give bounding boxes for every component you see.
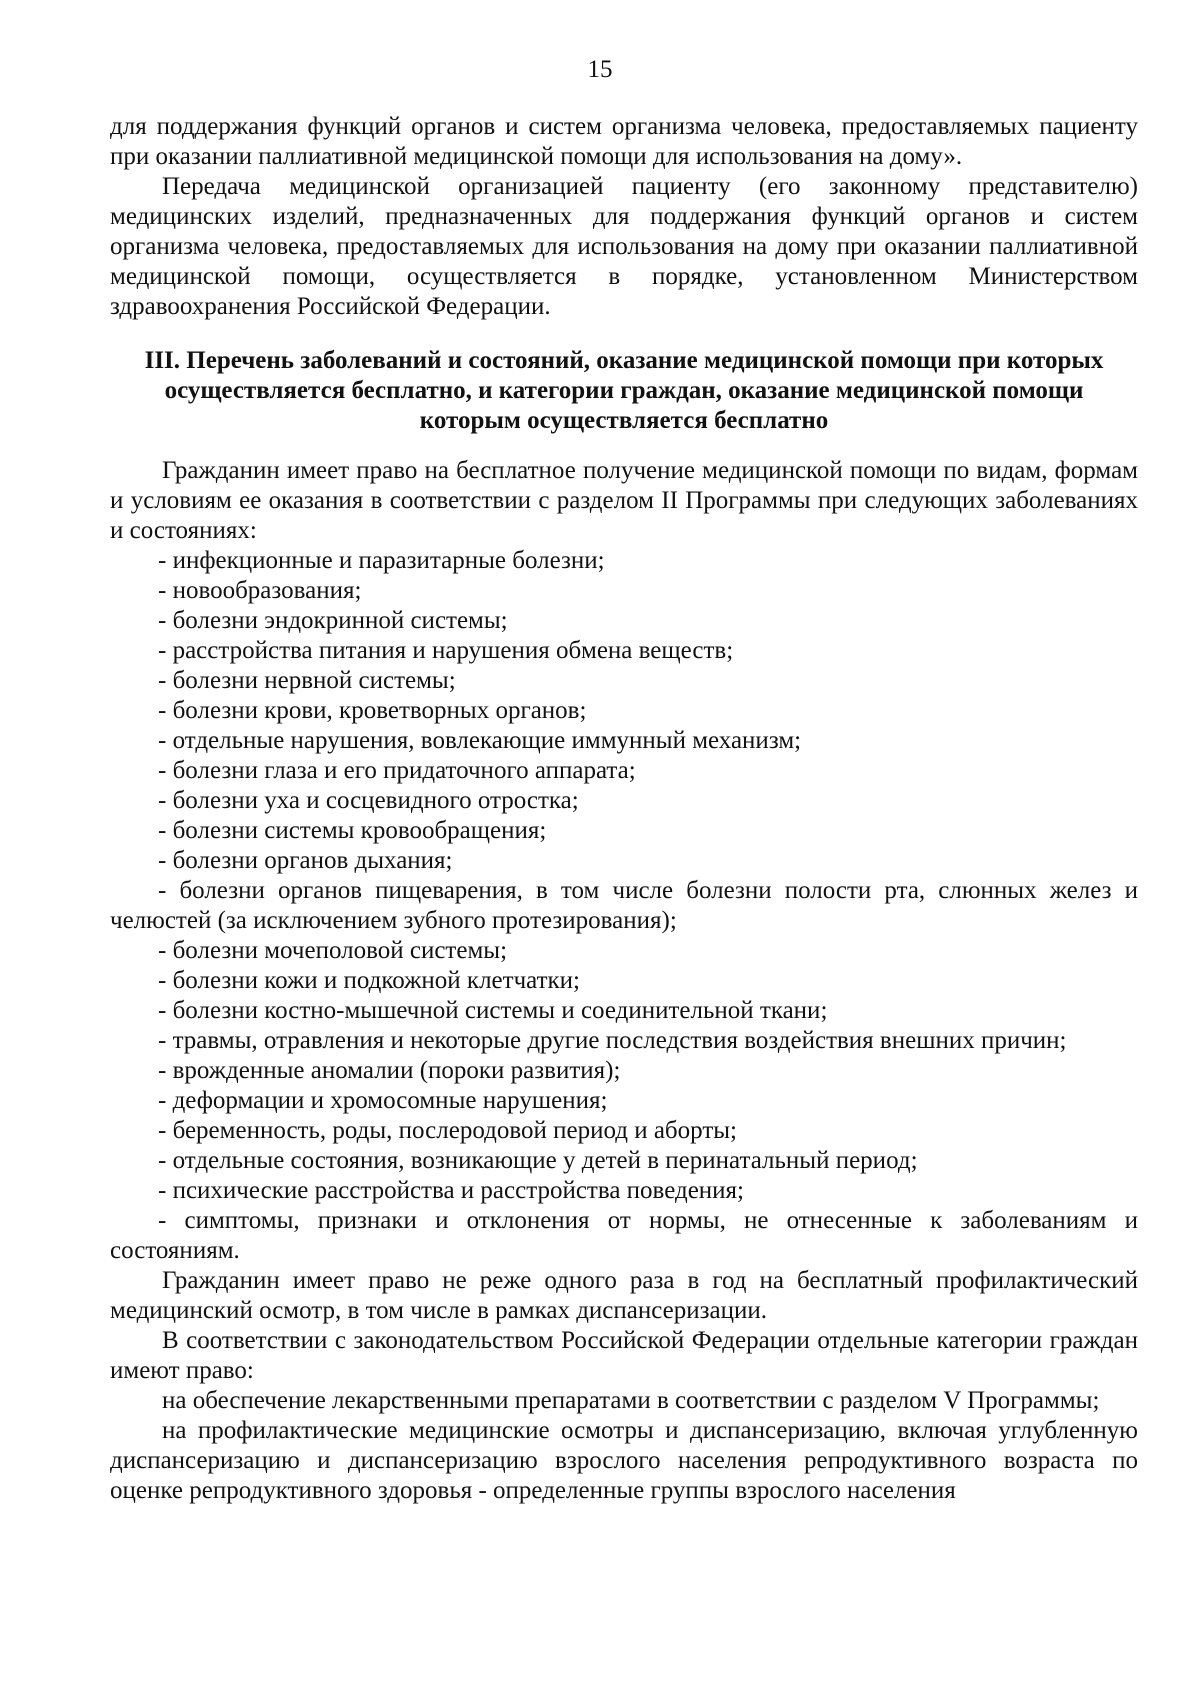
page-number: 15 xyxy=(587,56,613,83)
disease-list xyxy=(110,546,1138,1266)
paragraph-categories: В соответствии с законодательством Российской Федерации отдельные категории граждан имеют право: xyxy=(110,1327,1138,1384)
section-heading-line-3: которым осуществляется бесплатно xyxy=(419,407,829,434)
section-heading-line-2: осуществляется бесплатно, и категории граждан, оказание медицинской помощи xyxy=(164,377,1084,404)
list-item: - болезни органов дыхания; xyxy=(158,847,453,874)
list-item: - врожденные аномалии (пороки развития); xyxy=(158,1057,621,1084)
paragraph-continuation: для поддержания функций органов и систем организма человека, предоставляемых пациенту при оказании паллиативной медицинской помощи для использования на дому». xyxy=(110,113,1138,170)
section-heading xyxy=(110,346,1138,436)
list-item: - болезни органов пищеварения, в том числе болезни полости рта, слюнных желез и челюстей (за исключением зубного протезирования); xyxy=(110,877,1138,934)
list-item: - болезни крови, кроветворных органов; xyxy=(158,697,587,724)
list-item: - болезни нервной системы; xyxy=(158,667,456,694)
list-item: - болезни системы кровообращения; xyxy=(158,817,547,844)
list-item: - травмы, отравления и некоторые другие последствия воздействия внешних причин; xyxy=(158,1027,1067,1054)
list-item: - беременность, роды, послеродовой период и аборты; xyxy=(158,1117,737,1144)
paragraph-dispensary: на профилактические медицинские осмотры и диспансеризацию, включая углубленную диспансеризацию и диспансеризацию взрослого населения репродуктивного возраста по оценке репродуктивного здоровья - определенные группы взрослого населения xyxy=(110,1417,1138,1504)
list-item: - отдельные состояния, возникающие у детей в перинатальный период; xyxy=(158,1147,918,1174)
paragraph-medicines: на обеспечение лекарственными препаратами в соответствии с разделом V Программы; xyxy=(162,1387,1100,1414)
list-item: - психические расстройства и расстройства поведения; xyxy=(158,1177,744,1204)
list-item: - деформации и хромосомные нарушения; xyxy=(158,1087,608,1114)
list-item: - болезни костно-мышечной системы и соединительной ткани; xyxy=(158,997,828,1024)
list-item: - расстройства питания и нарушения обмена веществ; xyxy=(158,637,734,664)
list-item: - болезни глаза и его придаточного аппарата; xyxy=(158,757,636,784)
list-item: - болезни уха и сосцевидного отростка; xyxy=(158,787,579,814)
list-item: - болезни кожи и подкожной клетчатки; xyxy=(158,967,580,994)
document-body xyxy=(110,112,1138,1506)
list-item: - новообразования; xyxy=(158,577,362,604)
paragraph-intro: Гражданин имеет право на бесплатное получение медицинской помощи по видам, формам и условиям ее оказания в соответствии с разделом II Программы при следующих заболеваниях и состояниях: xyxy=(110,457,1138,544)
list-item: - инфекционные и паразитарные болезни; xyxy=(158,547,605,574)
list-item: - симптомы, признаки и отклонения от нормы, не отнесенные к заболеваниям и состояниям. xyxy=(110,1207,1138,1264)
paragraph-preventive-exam: Гражданин имеет право не реже одного раза в год на бесплатный профилактический медицинский осмотр, в том числе в рамках диспансеризации. xyxy=(110,1267,1138,1324)
list-item: - отдельные нарушения, вовлекающие иммунный механизм; xyxy=(158,727,802,754)
list-item: - болезни эндокринной системы; xyxy=(158,607,508,634)
list-item: - болезни мочеполовой системы; xyxy=(158,937,508,964)
section-heading-line-1: III. Перечень заболеваний и состояний, оказание медицинской помощи при которых xyxy=(144,347,1104,374)
paragraph-transfer-devices: Передача медицинской организацией пациенту (его законному представителю) медицинских изделий, предназначенных для поддержания функций органов и систем организма человека, предоставляемых для использования на дому при оказании паллиативной медицинской помощи, осуществляется в порядке, установленном Министерством здравоохранения Российской Федерации. xyxy=(110,173,1138,320)
